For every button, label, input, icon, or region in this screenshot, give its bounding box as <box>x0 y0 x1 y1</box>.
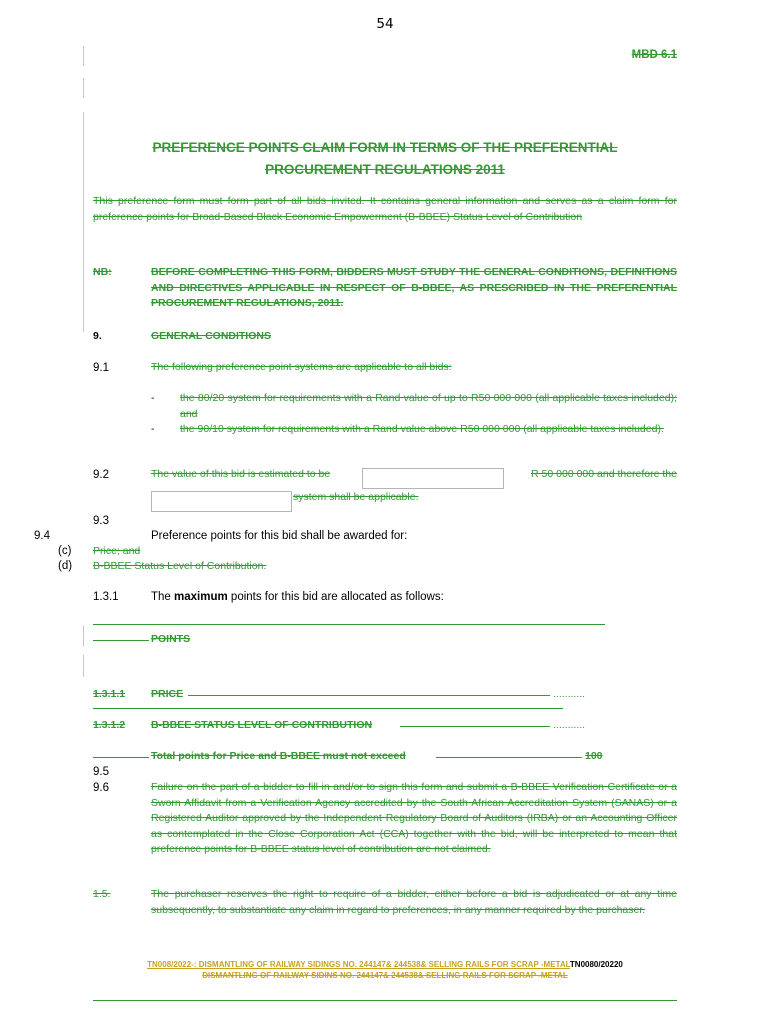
price-value: ........... <box>553 688 586 700</box>
footer-line-1 <box>93 959 677 970</box>
bullet-90-10: the 90/10 system for requirements with a Rand value above R50 000 000 (all applicable taxes included). <box>180 423 664 435</box>
bid-value-input[interactable] <box>362 468 504 489</box>
section-1-5-number: 1.5. <box>93 888 111 900</box>
page-title <box>93 137 677 181</box>
section-9-2-text-b: R 50 000 000 and therefore the <box>531 468 677 480</box>
total-leader <box>93 757 149 758</box>
page-title-line1: PREFERENCE POINTS CLAIM FORM IN TERMS OF THE PREFERENTIAL <box>152 140 618 155</box>
section-9-4-number: 9.4 <box>34 530 50 542</box>
section-1-3-1-text <box>151 589 444 605</box>
form-reference: MBD 6.1 <box>631 49 677 61</box>
footer-rule <box>93 1000 677 1001</box>
nb-text: BEFORE COMPLETING THIS FORM, BIDDERS MUST STUDY THE GENERAL CONDITIONS, DEFINITIONS AND DIRECTIVES APPLICABLE IN RESPECT OF B-BBEE, AS PRESCRIBED IN THE PREFERENTIAL PROCUREMENT REGULATIONS, 2011. <box>151 266 677 309</box>
page-title-line2: PROCUREMENT REGULATIONS 2011 <box>265 162 505 177</box>
bullet-dash: - <box>151 423 155 435</box>
price-leader <box>188 695 550 696</box>
s131-bold: maximum <box>174 591 228 603</box>
section-9-3-number: 9.3 <box>93 515 109 527</box>
section-9-1-number: 9.1 <box>93 362 109 374</box>
points-system-input[interactable] <box>151 491 292 512</box>
points-header-leader <box>93 640 149 641</box>
bbbee-value: ........... <box>553 719 586 731</box>
total-trail <box>436 757 582 758</box>
change-bar <box>83 625 84 647</box>
section-9-4-text: Preference points for this bid shall be awarded for: <box>151 530 408 542</box>
total-label: Total points for Price and B-BBEE must not exceed <box>151 750 406 762</box>
nb-label: NB: <box>93 266 112 278</box>
table-rule <box>93 708 563 709</box>
section-9-2-number: 9.2 <box>93 469 109 481</box>
bullet-dash: - <box>151 392 155 404</box>
price-label: PRICE <box>151 688 184 700</box>
bullet-80-20: the 80/20 system for requirements with a Rand value of up to R50 000 000 (all applicable taxes included); and <box>180 392 677 420</box>
total-value: 100 <box>585 750 603 762</box>
row-1-number: 1.3.1.1 <box>93 688 126 700</box>
section-1-5-text: The purchaser reserves the right to require of a bidder, either before a bid is adjudicated or at any time subsequently, to substantiate any claim in regard to preferences, in any manner required by the purchaser. <box>151 888 677 916</box>
change-bar <box>83 46 84 66</box>
section-9-number: 9. <box>93 330 102 342</box>
item-d-label: (d) <box>58 560 73 572</box>
section-9-2-text-a: The value of this bid is estimated to be <box>151 468 331 480</box>
change-bar <box>83 655 84 677</box>
section-9-5-number: 9.5 <box>93 766 109 778</box>
intro-paragraph: This preference form must form part of all bids invited. It contains general information and serves as a claim form for preference points for Broad-Based Black Economic Empowerment (B-BBEE) Status Level of Contribution <box>93 195 677 223</box>
section-1-3-1-number: 1.3.1 <box>93 591 119 603</box>
item-d-text: B-BBEE Status Level of Contribution. <box>93 560 267 572</box>
row-2-number: 1.3.1.2 <box>93 719 126 731</box>
footer-tender-number: TN0080/20220 <box>569 960 623 969</box>
section-9-2-text-c: system shall be applicable. <box>293 491 419 503</box>
page-number: 54 <box>376 16 394 32</box>
section-9-1-text: The following preference point systems are applicable to all bids: <box>151 361 452 373</box>
section-9-6-text: Failure on the part of a bidder to fill in and/or to sign this form and submit a B-BBEE Verification Certificate or a Sworn Affidavit from a Verification Agency accredited by the South African Accreditation System (SANAS) or a Registered Auditor approved by the Independent Regulatory Board of Auditors (IRBA) or an Accounting Officer as contemplated in the Close Corporation Act (CCA) together with the bid, will be interpreted to mean that preference points for B-BBEE status level of contribution are not claimed. <box>151 781 677 855</box>
bbbee-label: B-BBEE STATUS LEVEL OF CONTRIBUTION <box>151 719 373 731</box>
change-bar <box>83 112 84 332</box>
section-9-6-number: 9.6 <box>93 782 109 794</box>
item-c-text: Price; and <box>93 545 141 557</box>
footer-title: TN008/2022-: DISMANTLING OF RAILWAY SIDINGS NO. 244147& 244538& SELLING RAILS FOR SCRAP -METAL <box>147 960 570 969</box>
bbbee-leader <box>400 726 550 727</box>
points-header: POINTS <box>151 633 191 645</box>
table-rule <box>93 624 605 625</box>
item-c-label: (c) <box>58 545 72 557</box>
change-bar <box>83 78 84 98</box>
footer-line-2: DISMANTLING OF RAILWAY SIDINS NO. 244147& 244538& SELLING RAILS FOR SCRAP -METAL <box>202 971 568 980</box>
s131-post: points for this bid are allocated as follows: <box>230 591 444 603</box>
s131-pre: The <box>151 591 171 603</box>
general-conditions-heading: GENERAL CONDITIONS <box>151 330 271 342</box>
